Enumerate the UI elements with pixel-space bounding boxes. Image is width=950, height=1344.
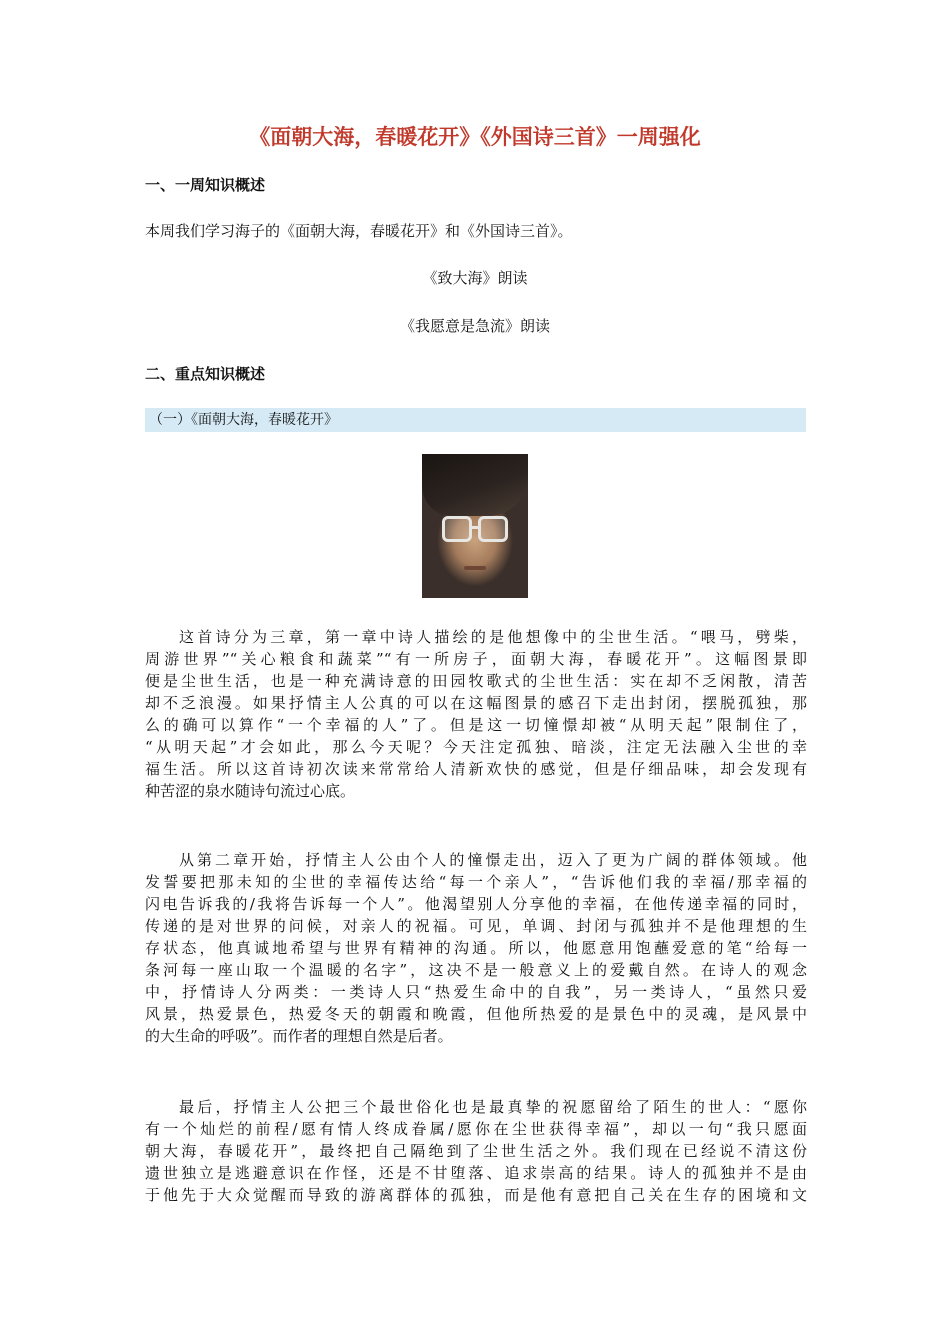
link-wo-yuanyi[interactable]: 《我愿意是急流》朗读 bbox=[399, 317, 550, 335]
paragraph-line: 的大生命的呼吸”。而作者的理想自然是后者。 bbox=[145, 1027, 453, 1045]
paragraph-line: 风景，热爱景色，热爱冬天的朝霞和晚霞，但他所热爱的是景色中的灵魂，是风景中 bbox=[145, 1005, 807, 1023]
paragraph-line: 发誓要把那未知的尘世的幸福传达给“每一个亲人”，“告诉他们我的幸福/那幸福的 bbox=[145, 873, 807, 891]
paragraph-line: 周游世界”“关心粮食和蔬菜”“有一所房子，面朝大海，春暖花开”。这幅图景即 bbox=[145, 650, 807, 668]
link-zhi-dahai[interactable]: 《致大海》朗读 bbox=[422, 269, 528, 287]
section2-heading: 二、重点知识概述 bbox=[145, 365, 266, 383]
intro-text: 本周我们学习海子的《面朝大海，春暖花开》和《外国诗三首》。 bbox=[145, 222, 573, 240]
paragraph-line: 最后，抒情主人公把三个最世俗化也是最真挚的祝愿留给了陌生的世人：“愿你 bbox=[179, 1098, 807, 1116]
paragraph-line: 条河每一座山取一个温暖的名字”，这决不是一般意义上的爱戴自然。在诗人的观念 bbox=[145, 961, 807, 979]
subsection-heading: （一）《面朝大海，春暖花开》 bbox=[145, 408, 806, 432]
paragraph-line: 种苦涩的泉水随诗句流过心底。 bbox=[145, 782, 356, 800]
paragraph-line: 传递的是对世界的问候，对亲人的祝福。可见，单调、封闭与孤独并不是他理想的生 bbox=[145, 917, 807, 935]
paragraph-line: 闪电告诉我的/我将告诉每一个人”。他渴望别人分享他的幸福，在他传递幸福的同时， bbox=[145, 895, 807, 913]
paragraph-line: 这首诗分为三章，第一章中诗人描绘的是他想像中的尘世生活。“喂马，劈柴， bbox=[179, 628, 807, 646]
poet-portrait-image bbox=[422, 454, 528, 598]
paragraph-line: 于他先于大众觉醒而导致的游离群体的孤独，而是他有意把自己关在生存的困境和文 bbox=[145, 1186, 807, 1204]
paragraph-3 bbox=[145, 1096, 807, 1206]
paragraph-line: 便是尘世生活，也是一种充满诗意的田园牧歌式的尘世生活：实在却不乏闲散，清苦 bbox=[145, 672, 807, 690]
paragraph-line: 却不乏浪漫。如果抒情主人公真的可以在这幅图景的感召下走出封闭，摆脱孤独，那 bbox=[145, 694, 807, 712]
paragraph-line: 中，抒情诗人分两类：一类诗人只“热爱生命中的自我”，另一类诗人，“虽然只爱 bbox=[145, 983, 807, 1001]
paragraph-line: “从明天起”才会如此，那么今天呢？今天注定孤独、暗淡，注定无法融入尘世的幸 bbox=[145, 738, 807, 756]
paragraph-2 bbox=[145, 849, 807, 1047]
paragraph-1 bbox=[145, 626, 807, 802]
paragraph-line: 有一个灿烂的前程/愿有情人终成眷属/愿你在尘世获得幸福”，却以一句“我只愿面 bbox=[145, 1120, 807, 1138]
paragraph-line: 存状态，他真诚地希望与世界有精神的沟通。所以，他愿意用饱蘸爱意的笔“给每一 bbox=[145, 939, 807, 957]
section1-heading: 一、一周知识概述 bbox=[145, 176, 266, 194]
paragraph-line: 福生活。所以这首诗初次读来常常给人清新欢快的感觉，但是仔细品味，却会发现有 bbox=[145, 760, 807, 778]
paragraph-line: 么的确可以算作“一个幸福的人”了。但是这一切憧憬却被“从明天起”限制住了， bbox=[145, 716, 807, 734]
paragraph-line: 遗世独立是逃避意识在作怪，还是不甘堕落、追求崇高的结果。诗人的孤独并不是由 bbox=[145, 1164, 807, 1182]
paragraph-line: 朝大海，春暖花开”，最终把自己隔绝到了尘世生活之外。我们现在已经说不清这份 bbox=[145, 1142, 807, 1160]
document-title: 《面朝大海，春暖花开》《外国诗三首》一周强化 bbox=[249, 125, 701, 149]
paragraph-line: 从第二章开始，抒情主人公由个人的憧憬走出，迈入了更为广阔的群体领域。他 bbox=[179, 851, 807, 869]
